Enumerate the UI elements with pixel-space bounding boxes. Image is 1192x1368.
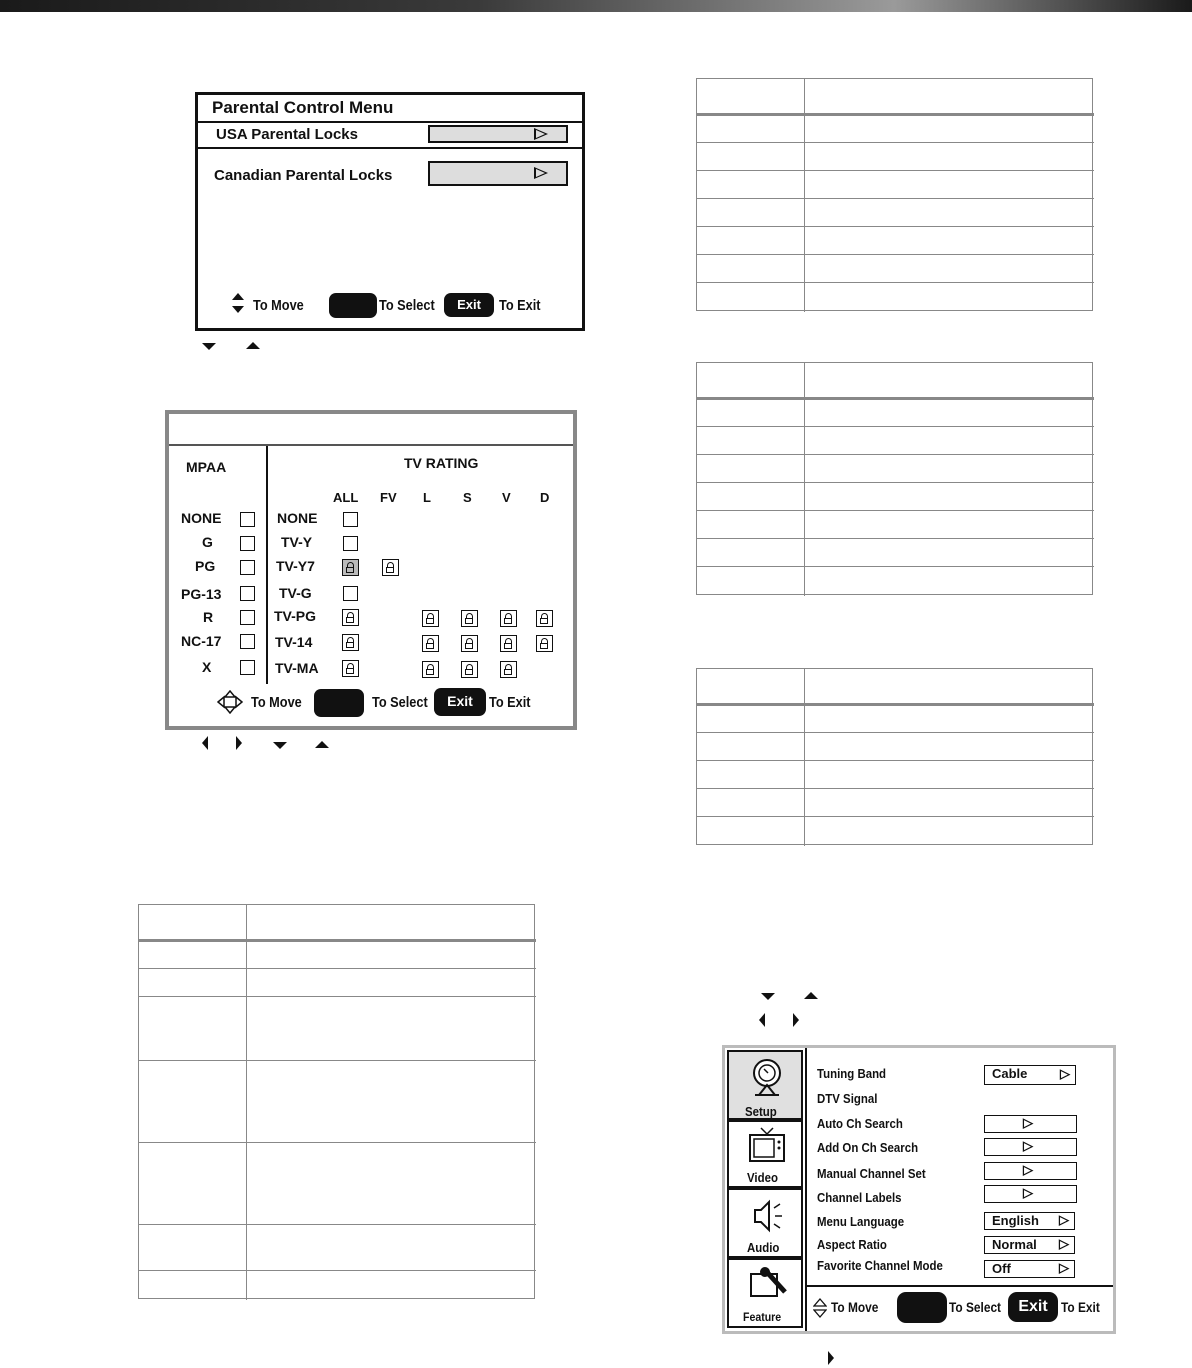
rating-lock-grid [165,410,577,730]
lock-icon[interactable] [500,635,517,652]
select-key-icon [314,689,364,717]
lock-icon[interactable] [536,635,553,652]
lock-icon[interactable] [422,635,439,652]
mpaa-none-label: NONE [181,510,222,526]
exit-button[interactable]: Exit [444,293,494,317]
aspect-ratio-label: Aspect Ratio [817,1237,887,1252]
up-down-arrows-icon [813,1298,827,1318]
dtv-signal-label: DTV Signal [817,1091,878,1106]
canadian-parental-locks-button[interactable] [428,161,568,186]
manual-channel-set-button[interactable] [984,1162,1077,1180]
mpaa-pg-checkbox[interactable] [240,560,255,575]
select-hint: To Select [372,694,428,711]
speaker-icon [747,1196,787,1236]
up-arrow-icon [315,741,329,748]
rating-table-right-3 [696,668,1093,845]
setup-menu [722,1045,1116,1334]
arrow-right-icon [534,167,548,179]
down-arrow-icon [273,742,287,749]
tv-pg-label: TV-PG [274,608,317,624]
arrow-right-icon: ▷ [1023,1162,1033,1177]
channel-labels-button[interactable] [984,1185,1077,1203]
rating-table-right-1 [696,78,1093,311]
tab-video[interactable]: Video [727,1120,803,1188]
exit-hint: To Exit [499,297,541,314]
add-on-ch-search-button[interactable] [984,1138,1077,1156]
mpaa-pg13-checkbox[interactable] [240,586,255,601]
page-header-bar [0,0,1192,12]
move-hint: To Move [831,1299,879,1315]
manual-channel-set-label: Manual Channel Set [817,1166,926,1181]
lock-icon[interactable] [342,660,359,677]
down-arrow-icon [202,343,216,350]
mpaa-nc17-label: NC-17 [181,633,222,649]
lock-icon[interactable] [461,661,478,678]
usa-parental-locks-row[interactable] [198,123,582,149]
tv-14-label: TV-14 [275,634,313,650]
left-arrow-icon [759,1013,765,1027]
menu-language-label: Menu Language [817,1214,905,1229]
mpaa-x-label: X [202,659,212,675]
mpaa-x-checkbox[interactable] [240,660,255,675]
favorite-channel-mode-select[interactable]: Off ▷ [984,1260,1075,1278]
lock-icon[interactable] [342,559,359,576]
tv-y-all-checkbox[interactable] [343,536,358,551]
mpaa-g-label: G [202,534,213,550]
mpaa-r-checkbox[interactable] [240,610,255,625]
lock-icon[interactable] [536,610,553,627]
tv-g-all-checkbox[interactable] [343,586,358,601]
select-key-icon [897,1292,947,1323]
arrow-right-icon: ▷ [1059,1260,1069,1275]
up-arrow-icon [246,342,260,349]
usa-parental-locks-label: USA Parental Locks [216,126,358,143]
col-fv: FV [380,490,397,505]
col-d: D [540,490,550,505]
tab-feature[interactable]: Feature [727,1258,803,1328]
usa-parental-locks-button[interactable] [428,125,568,143]
arrow-right-icon: ▷ [1059,1212,1069,1227]
mpaa-header: MPAA [186,459,227,475]
lock-icon[interactable] [500,661,517,678]
menu-language-select[interactable]: English ▷ [984,1212,1075,1230]
tv-y-label: TV-Y [281,534,313,550]
move-hint: To Move [253,297,304,314]
aspect-ratio-select[interactable]: Normal ▷ [984,1236,1075,1254]
tuning-band-select[interactable]: Cable ▷ [984,1065,1076,1085]
tv-rating-header: TV RATING [404,455,479,471]
lock-icon[interactable] [461,610,478,627]
up-down-arrows-icon [230,292,246,314]
tab-setup[interactable]: Setup [727,1050,803,1120]
tools-icon [747,1264,787,1304]
select-key-icon [329,293,377,318]
lock-icon[interactable] [461,635,478,652]
tv-ma-label: TV-MA [275,660,319,676]
lock-icon[interactable] [422,610,439,627]
mpaa-g-checkbox[interactable] [240,536,255,551]
tv-y7-label: TV-Y7 [276,558,315,574]
mpaa-nc17-checkbox[interactable] [240,634,255,649]
four-way-arrows-icon [217,690,243,714]
col-s: S [463,490,472,505]
tab-audio[interactable]: Audio [727,1188,803,1258]
add-on-ch-search-label: Add On Ch Search [817,1140,919,1155]
exit-button[interactable]: Exit [1008,1292,1058,1322]
right-arrow-icon [828,1351,834,1365]
satellite-dish-icon [747,1057,787,1097]
parental-control-menu [195,92,585,331]
auto-ch-search-button[interactable] [984,1115,1077,1133]
right-arrow-icon [793,1013,799,1027]
select-hint: To Select [379,297,435,314]
right-arrow-icon [236,736,242,750]
tv-none-label: NONE [277,510,318,526]
exit-hint: To Exit [1061,1299,1100,1315]
select-hint: To Select [949,1299,1002,1315]
col-l: L [423,490,431,505]
arrow-right-icon: ▷ [1060,1066,1070,1081]
rating-table-right-2 [696,362,1093,595]
menu-tabs [725,1048,807,1331]
exit-button[interactable]: Exit [434,688,486,716]
lock-icon[interactable] [342,609,359,626]
arrow-right-icon: ▷ [1023,1185,1033,1200]
auto-ch-search-label: Auto Ch Search [817,1116,903,1131]
arrow-right-icon: ▷ [1023,1115,1033,1130]
up-arrow-icon [804,992,818,999]
tv-icon [747,1126,787,1166]
down-arrow-icon [761,993,775,1000]
favorite-channel-mode-label: Favorite Channel Mode [817,1258,943,1273]
canadian-parental-locks-label: Canadian Parental Locks [214,167,393,184]
arrow-right-icon: ▷ [1059,1236,1069,1251]
mpaa-pg13-label: PG-13 [181,586,222,602]
move-hint: To Move [251,694,302,711]
tuning-band-label: Tuning Band [817,1066,887,1081]
left-arrow-icon [202,736,208,750]
exit-hint: To Exit [489,694,531,711]
tv-none-all-checkbox[interactable] [343,512,358,527]
arrow-right-icon [534,128,548,140]
mpaa-none-checkbox[interactable] [240,512,255,527]
mpaa-pg-label: PG [195,558,216,574]
col-all: ALL [333,490,359,505]
menu-title: Parental Control Menu [212,98,394,117]
mpaa-r-label: R [203,609,214,625]
lock-icon[interactable] [382,559,399,576]
tv-g-label: TV-G [279,585,312,601]
lock-icon[interactable] [500,610,517,627]
col-v: V [502,490,511,505]
lock-icon[interactable] [422,661,439,678]
arrow-right-icon: ▷ [1023,1138,1033,1153]
menu-footer [805,1285,1113,1333]
lock-icon[interactable] [342,634,359,651]
channel-labels-label: Channel Labels [817,1190,902,1205]
rating-table-left [138,904,535,1299]
